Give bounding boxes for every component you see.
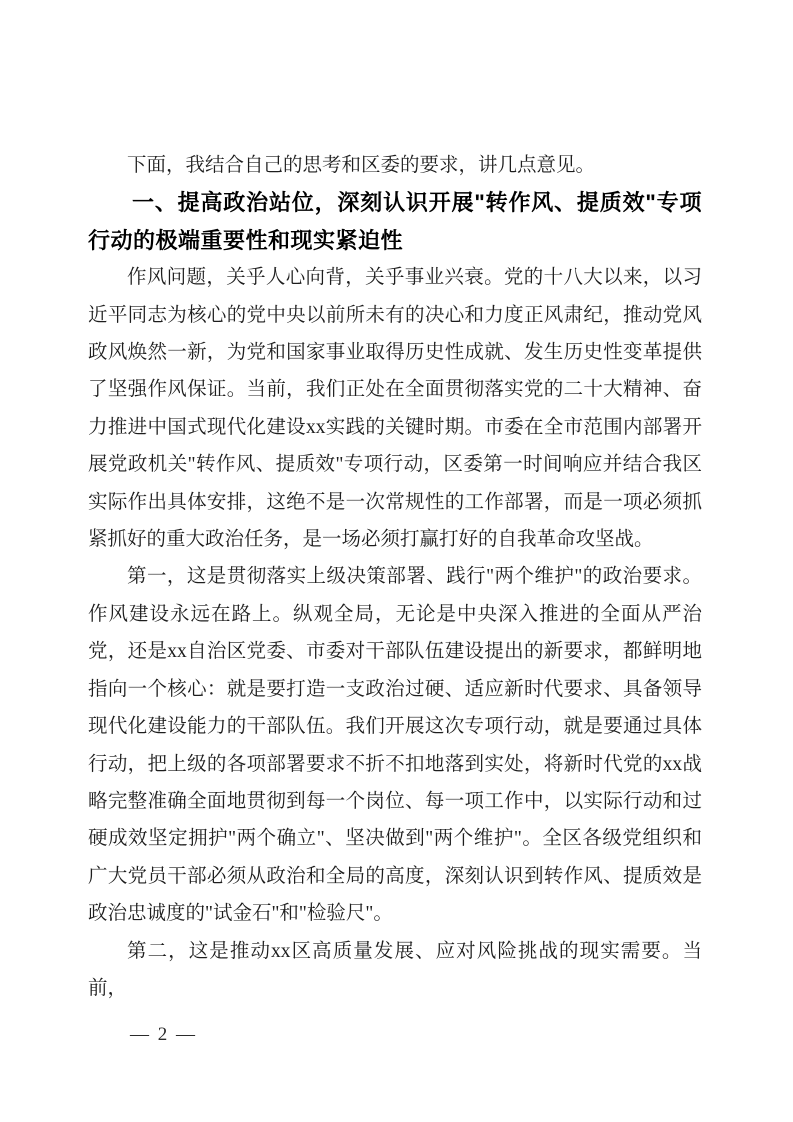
paragraph-1: 作风问题，关乎人心向背，关乎事业兴衰。党的十八大以来，以习近平同志为核心的党中央以前所未有的决心和力度正风肃纪，推动党风政风焕然一新，为党和国家事业取得历史性成就、发生历史性变革提供了坚强作风保证。当前，我们正处在全面贯彻落实党的二十大精神、奋力推进中国式现代化建设xx实践的关键时期。市委在全市范围内部署开展党政机关"转作风、提质效"专项行动，区委第一时间响应并结合我区实际作出具体安排，这绝不是一次常规性的工作部署，而是一项必须抓紧抓好的重大政治任务，是一场必须打赢打好的自我革命攻坚战。: [88, 267, 702, 551]
document-body: [88, 147, 702, 1007]
section-heading: 一、提高政治站位，深刻认识开展"转作风、提质效"专项行动的极端重要性和现实紧迫性: [88, 190, 702, 253]
page-footer: [130, 1024, 197, 1046]
paragraph-2: 第一，这是贯彻落实上级决策部署、践行"两个维护"的政治要求。作风建设永远在路上。纵观全局，无论是中央深入推进的全面从严治党，还是xx自治区党委、市委对干部队伍建设提出的新要求，都鲜明地指向一个核心：就是要打造一支政治过硬、适应新时代要求、具备领导现代化建设能力的干部队伍。我们开展这次专项行动，就是要通过具体行动，把上级的各项部署要求不折不扣地落到实处，将新时代党的xx战略完整准确全面地贯彻到每一个岗位、每一项工作中，以实际行动和过硬成效坚定拥护"两个确立"、坚决做到"两个维护"。全区各级党组织和广大党员干部必须从政治和全局的高度，深刻认识到转作风、提质效是政治忠诚度的"试金石"和"检验尺"。: [88, 566, 702, 925]
intro-paragraph: 下面，我结合自己的思考和区委的要求，讲几点意见。: [127, 155, 596, 176]
page-number: — 2 —: [130, 1024, 197, 1045]
paragraph-3: 第二，这是推动xx区高质量发展、应对风险挑战的现实需要。当前，: [88, 940, 702, 999]
